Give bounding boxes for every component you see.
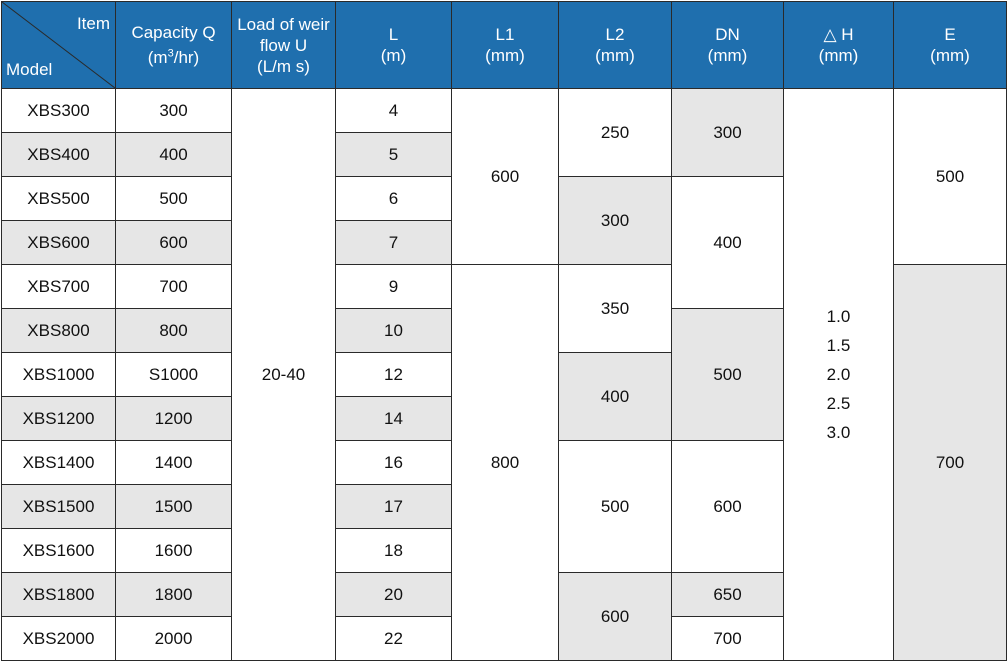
dh-value: 2.0 bbox=[826, 365, 851, 384]
l-cell: 7 bbox=[336, 221, 452, 265]
header-l-unit: (m) bbox=[380, 46, 407, 65]
model-cell: XBS300 bbox=[2, 89, 116, 133]
header-l2 bbox=[559, 2, 672, 89]
dh-cell bbox=[784, 89, 894, 661]
dn-cell: 500 bbox=[672, 309, 784, 441]
model-cell: XBS700 bbox=[2, 265, 116, 309]
dn-cell: 700 bbox=[672, 617, 784, 661]
header-dh bbox=[784, 2, 894, 89]
capacity-cell: 1600 bbox=[116, 529, 232, 573]
dn-cell: 650 bbox=[672, 573, 784, 617]
l-cell: 4 bbox=[336, 89, 452, 133]
load-u-cell: 20-40 bbox=[232, 89, 336, 661]
header-load-unit: (L/m s) bbox=[257, 56, 310, 76]
model-cell: XBS600 bbox=[2, 221, 116, 265]
capacity-cell: 1400 bbox=[116, 441, 232, 485]
model-cell: XBS1400 bbox=[2, 441, 116, 485]
header-row bbox=[2, 2, 1007, 89]
header-dn bbox=[672, 2, 784, 89]
l-cell: 16 bbox=[336, 441, 452, 485]
capacity-unit-superscript: 3 bbox=[167, 47, 174, 60]
l1-cell: 600 bbox=[452, 89, 559, 265]
l2-cell: 500 bbox=[559, 441, 672, 573]
dh-value: 3.0 bbox=[826, 423, 851, 442]
header-l1-unit: (mm) bbox=[485, 46, 525, 65]
l2-cell: 600 bbox=[559, 573, 672, 661]
model-cell: XBS400 bbox=[2, 133, 116, 177]
l-cell: 5 bbox=[336, 133, 452, 177]
header-capacity bbox=[116, 2, 232, 89]
header-model-label: Model bbox=[6, 60, 53, 79]
l2-cell: 350 bbox=[559, 265, 672, 353]
capacity-cell: 700 bbox=[116, 265, 232, 309]
dn-cell: 600 bbox=[672, 441, 784, 573]
l-cell: 14 bbox=[336, 397, 452, 441]
l-cell: 22 bbox=[336, 617, 452, 661]
header-e bbox=[894, 2, 1007, 89]
model-cell: XBS500 bbox=[2, 177, 116, 221]
l2-cell: 300 bbox=[559, 177, 672, 265]
model-cell: XBS800 bbox=[2, 309, 116, 353]
header-capacity-unit bbox=[148, 48, 199, 67]
l-cell: 10 bbox=[336, 309, 452, 353]
model-cell: XBS1000 bbox=[2, 353, 116, 397]
header-item-label: Item bbox=[76, 14, 110, 33]
header-dn-label: DN bbox=[715, 25, 740, 44]
spec-table bbox=[1, 1, 1007, 661]
capacity-cell: S1000 bbox=[116, 353, 232, 397]
dh-value: 1.5 bbox=[826, 336, 851, 355]
model-cell: XBS2000 bbox=[2, 617, 116, 661]
l-cell: 20 bbox=[336, 573, 452, 617]
dh-value: 2.5 bbox=[826, 394, 851, 413]
dn-cell: 300 bbox=[672, 89, 784, 177]
capacity-cell: 300 bbox=[116, 89, 232, 133]
header-load bbox=[232, 2, 336, 89]
model-cell: XBS1600 bbox=[2, 529, 116, 573]
e-cell: 500 bbox=[894, 89, 1007, 265]
header-dn-unit: (mm) bbox=[707, 46, 748, 65]
header-l-label: L bbox=[388, 25, 399, 44]
header-l2-unit: (mm) bbox=[595, 46, 635, 65]
header-l1-label: L1 bbox=[495, 25, 515, 44]
capacity-unit-prefix: (m bbox=[147, 47, 168, 67]
header-e-unit: (mm) bbox=[930, 46, 970, 65]
header-dh-unit: (mm) bbox=[818, 46, 859, 65]
capacity-cell: 600 bbox=[116, 221, 232, 265]
model-cell: XBS1200 bbox=[2, 397, 116, 441]
header-dh-label: △ H bbox=[823, 25, 854, 44]
l-cell: 9 bbox=[336, 265, 452, 309]
header-l bbox=[336, 2, 452, 89]
table-row bbox=[2, 89, 1007, 133]
l2-cell: 400 bbox=[559, 353, 672, 441]
header-capacity-label: Capacity Q bbox=[131, 23, 216, 43]
l-cell: 18 bbox=[336, 529, 452, 573]
dn-cell: 400 bbox=[672, 177, 784, 309]
header-item-model bbox=[2, 2, 116, 89]
capacity-cell: 800 bbox=[116, 309, 232, 353]
capacity-unit-suffix: /hr) bbox=[173, 47, 200, 67]
l-cell: 6 bbox=[336, 177, 452, 221]
l-cell: 17 bbox=[336, 485, 452, 529]
model-cell: XBS1500 bbox=[2, 485, 116, 529]
e-cell: 700 bbox=[894, 265, 1007, 661]
header-e-label: E bbox=[944, 25, 956, 44]
capacity-cell: 1800 bbox=[116, 573, 232, 617]
model-cell: XBS1800 bbox=[2, 573, 116, 617]
header-l1 bbox=[452, 2, 559, 89]
header-l2-label: L2 bbox=[605, 25, 625, 44]
l-cell: 12 bbox=[336, 353, 452, 397]
capacity-cell: 400 bbox=[116, 133, 232, 177]
dh-value: 1.0 bbox=[826, 307, 851, 326]
l2-cell: 250 bbox=[559, 89, 672, 177]
capacity-cell: 2000 bbox=[116, 617, 232, 661]
l1-cell: 800 bbox=[452, 265, 559, 661]
header-load-line1: Load of weir bbox=[237, 14, 330, 34]
capacity-cell: 1500 bbox=[116, 485, 232, 529]
header-load-line2: flow U bbox=[259, 35, 308, 55]
capacity-cell: 500 bbox=[116, 177, 232, 221]
capacity-cell: 1200 bbox=[116, 397, 232, 441]
